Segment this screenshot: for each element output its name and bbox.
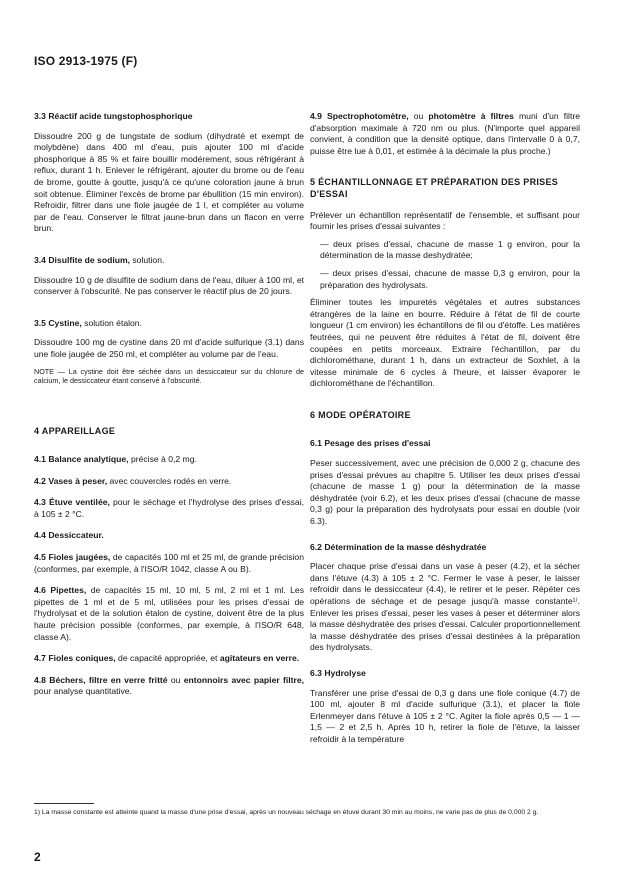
item-4-6: 4.6 Pipettes, de capacités 15 ml, 10 ml, 5 ml, 2 ml et 1 ml. Les pipettes de 1 ml et de 5 ml, utilisées pour les prises d'essai de l'hydrolysat et de la solution étalon de cystine, doivent être de la plus haute précision possible (conformes, par exemple, à l'ISO/R 648, classe A).	[34, 585, 304, 642]
section-5-intro: Prélever un échantillon représentatif de l'ensemble, et suffisant pour fournir les prises d'essai suivantes :	[310, 209, 580, 232]
item-4-3: 4.3 Étuve ventilée, pour le séchage et l'hydrolyse des prises d'essai, à 105 ± 2 °C.	[34, 497, 304, 519]
left-column	[34, 111, 304, 708]
section-3-5-title: 3.5 Cystine,	[34, 317, 82, 328]
item-4-5: 4.5 Fioles jaugées, de capacités 100 ml et 25 ml, de grande précision (conformes, par exemple, à l'ISO/R 1042, classe A ou B).	[34, 552, 304, 574]
section-6-3-heading: 6.3 Hydrolyse	[310, 667, 366, 678]
right-column	[310, 111, 580, 752]
item-4-8: 4.8 Béchers, filtre en verre fritté ou entonnoirs avec papier filtre, pour analyse quantitative.	[34, 674, 305, 697]
section-6-2-heading: 6.2 Détermination de la masse déshydratée	[310, 541, 487, 552]
section-4-heading: 4 APPAREILLAGE	[34, 425, 116, 436]
section-6-1-body: Peser successivement, avec une précision de 0,000 2 g, chacune des prises d'essai prévues au chapitre 5. Utiliser les deux prises d'essai (chacune de masse 1 g) pour la détermination de la masse déshydratée (voir 6.2), et les deux prises d'essai (chacune de masse 0,3 g) pour la préparation des hydrolysats pour essai en double (voir 6.3).	[310, 458, 580, 527]
section-5-dash-1: — deux prises d'essai, chacune de masse 1 g environ, pour la détermination de la masse deshydratée;	[320, 238, 580, 261]
item-4-4: 4.4 Dessiccateur.	[34, 530, 104, 541]
section-3-3-body: Dissoudre 200 g de tungstate de sodium (dihydraté et exempt de molybdène) dans 400 ml d'eau, puis ajouter 100 ml d'acide phosphorique à 85 % et faire bouillir modérement, sous réfrigérant à reflux, durant 1 h. Enlever le réfrigérant, ajouter du brome ou de l'eau de brome, goutte à goutte, jusqu'à ce qu'une coloration jaune à brun soit obtenue. Éliminer l'excès de brome par ébullition (15 min environ). Refroidir, filtrer dans une fiole jaugée de 1 l, et compléter au volume par de l'eau. Conserver le filtrat jaune-brun dans un flacon en verre brun.	[34, 130, 304, 234]
section-4-9: 4.9 Spectrophotomètre, ou photomètre à filtres muni d'un filtre d'absorption maximale à 720 nm ou plus. (N'importe quel appareil convient, à condition que la densité optique, dans l'intervalle 0 à 0,7, puisse être lue à 0,01, et estimée à la décimale la plus proche.)	[310, 111, 580, 156]
section-3-4-heading	[34, 255, 304, 267]
section-3-3-heading: 3.3 Réactif acide tungstophosphorique	[34, 111, 193, 121]
footnote: 1) La masse constante est atteinte quand la masse d'une prise d'essai, après un nouveau séchage en étuve durant 30 min au moins, ne varie pas de plus de 0,000 2 g.	[34, 809, 539, 816]
section-5-body: Éliminer toutes les impuretés végétales et autres substances étrangères de la laine en bourre. Réduire à l'état de fil de courte longueur (1 cm environ) les échantillons de fil ou d'étoffe. Les matières feutrées, qui ne peuvent être réduites à l'état de fil, doivent être coupées en petits morceaux. Extraire l'échantillon, par du dichlorométhane, durant 1 h, dans un extracteur de Soxhlet, à la vitesse minimale de 6 cycles à l'heure, et laisser évaporer le dichlorométhane de l'échantillon.	[310, 297, 580, 389]
standard-header: ISO 2913-1975 (F)	[34, 54, 138, 68]
section-5-heading: 5 ÉCHANTILLONNAGE ET PRÉPARATION DES PRISES D'ESSAI	[310, 177, 559, 199]
section-3-4-body: Dissoudre 10 g de disulfite de sodium dans de l'eau, diluer à 100 ml, et conserver à l'obscurité. Ne pas conserver le réactif plus de 20 jours.	[34, 274, 304, 297]
section-3-5-note: NOTE — La cystine doit être séchée dans un dessiccateur sur du chlorure de calcium, le dessiccateur étant conservé à l'obscurité.	[34, 366, 304, 385]
page-number: 2	[34, 850, 41, 864]
section-6-3-body: Transférer une prise d'essai de 0,3 g dans une fiole conique (4.7) de 100 ml, ajouter 8 ml d'acide sulfurique (3.1), et placer la fiole Erlenmeyer dans l'étuve à 105 ± 2 °C. Agiter la fiole après 0,5 — 1 — 1,5 — 2 et 2,5 h. Après 10 h, retirer la fiole de l'étuve, la laisser refroidir à la température	[310, 687, 580, 744]
section-3-5-heading	[34, 318, 304, 330]
section-3-4-title: 3.4 Disulfite de sodium,	[34, 254, 130, 265]
item-4-2: 4.2 Vases à peser, avec couvercles rodés en verre.	[34, 475, 232, 486]
section-6-heading: 6 MODE OPÉRATOIRE	[310, 409, 411, 420]
section-6-1-heading: 6.1 Pesage des prises d'essai	[310, 438, 431, 449]
section-5-dash-2: — deux prises d'essai, chacune de masse 0,3 g environ, pour la préparation des hydrolysats.	[320, 267, 580, 290]
section-3-5-subtitle: solution étalon.	[81, 317, 142, 328]
section-6-2-body: Placer chaque prise d'essai dans un vase à peser (4.2), et la sécher dans l'étuve (4.3) à 105 ± 2 °C. Fermer le vase à peser, le laisser refroidir dans le dessiccateur (4.4), le retirer et le peser. Répéter ces opérations de séchage et de pesage jusqu'à masse constante¹⁾. Enlever les prises d'essai, peser les vases à peser et déterminer alors la masse déshydratée des prises d'essai. Calculer proportionnellement la masse déshydratée des prises d'essai destinées à la préparation des hydrolysats.	[310, 561, 580, 653]
section-3-5-body: Dissoudre 100 mg de cystine dans 20 ml d'acide sulfurique (3.1) dans une fiole jaugée de 250 ml, et compléter au volume par de l'eau.	[34, 337, 304, 359]
section-3-4-subtitle: solution.	[129, 254, 165, 265]
item-4-1: 4.1 Balance analytique, précise à 0,2 mg.	[34, 454, 197, 465]
footnote-rule	[34, 803, 94, 804]
item-4-7: 4.7 Fioles coniques, de capacité appropriée, et agitateurs en verre.	[34, 653, 300, 664]
